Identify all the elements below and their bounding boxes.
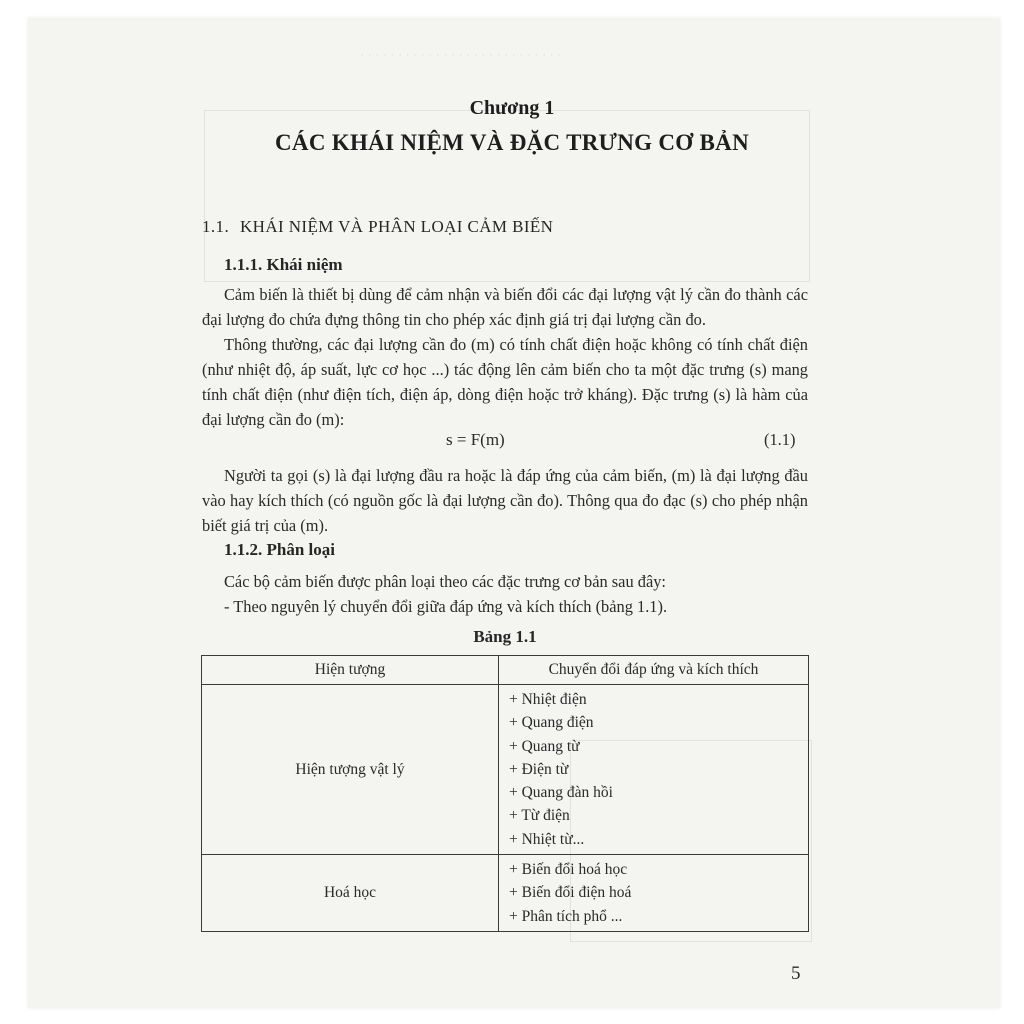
chapter-title: CÁC KHÁI NIỆM VÀ ĐẶC TRƯNG CƠ BẢN [275, 130, 749, 155]
list-item: + Quang từ [509, 737, 580, 755]
equation: s = F(m) [446, 430, 505, 449]
paragraph-output-input: Người ta gọi (s) là đại lượng đầu ra hoặc là đáp ứng của cảm biến, (m) là đại lượng đầu vào hay kích thích (có nguồn gốc là đại lượng cần đo). Thông qua đo đạc (s) cho phép nhận biết giá trị của (m). [202, 466, 808, 535]
list-item: + Nhiệt điện [509, 691, 587, 708]
section-title: KHÁI NIỆM VÀ PHÂN LOẠI CẢM BIẾN [240, 217, 554, 236]
list-item: + Quang đàn hồi [509, 784, 613, 802]
table-cell-phenomenon: Hoá học [202, 855, 499, 932]
table-cell-conversions [499, 685, 809, 855]
chapter-number: Chương 1 [469, 97, 555, 119]
classification-intro: Các bộ cảm biến được phân loại theo các đặc trưng cơ bản sau đây: [224, 572, 666, 591]
table-cell-phenomenon: Hiện tượng vật lý [202, 685, 499, 855]
list-item: + Biến đổi hoá học [509, 861, 628, 879]
table-header-conversion: Chuyển đổi đáp ứng và kích thích [499, 656, 809, 685]
list-item: + Nhiệt từ... [509, 830, 585, 848]
subsection-heading-concept: 1.1.1. Khái niệm [224, 255, 343, 274]
table-header-row [202, 656, 809, 685]
equation-number: (1.1) [764, 430, 796, 449]
section-heading [202, 217, 553, 237]
table-cell-conversions [499, 855, 809, 932]
conversion-table [201, 655, 809, 932]
list-item: + Quang điện [509, 714, 594, 732]
table-caption: Bảng 1.1 [473, 627, 537, 646]
list-item: + Từ điện [509, 807, 570, 825]
subsection-heading-classification: 1.1.2. Phân loại [224, 540, 335, 559]
table-row [202, 685, 809, 855]
page-number: 5 [791, 963, 801, 984]
table-row [202, 855, 809, 932]
paragraph-definition: Cảm biến là thiết bị dùng để cảm nhận và biến đổi các đại lượng vật lý cần đo thành các đại lượng đo chứa đựng thông tin cho phép xác định giá trị đại lượng cần đo. [202, 285, 808, 329]
list-item: + Phân tích phổ ... [509, 907, 623, 925]
section-number: 1.1. [202, 217, 230, 236]
classification-criterion: - Theo nguyên lý chuyển đổi giữa đáp ứng và kích thích (bảng 1.1). [224, 597, 668, 616]
list-item: + Điện từ [509, 760, 569, 778]
paragraph-measured-quantity: Thông thường, các đại lượng cần đo (m) có tính chất điện hoặc không có tính chất điện (như nhiệt độ, áp suất, lực cơ học ...) tác động lên cảm biến cho ta một đặc trưng (s) mang tính chất điện (như điện tích, điện áp, dòng điện hoặc trở kháng). Đặc trưng (s) là hàm của đại lượng cần đo (m): [202, 335, 808, 429]
list-item: + Biến đổi điện hoá [509, 884, 632, 902]
table-header-phenomenon: Hiện tượng [202, 656, 499, 685]
